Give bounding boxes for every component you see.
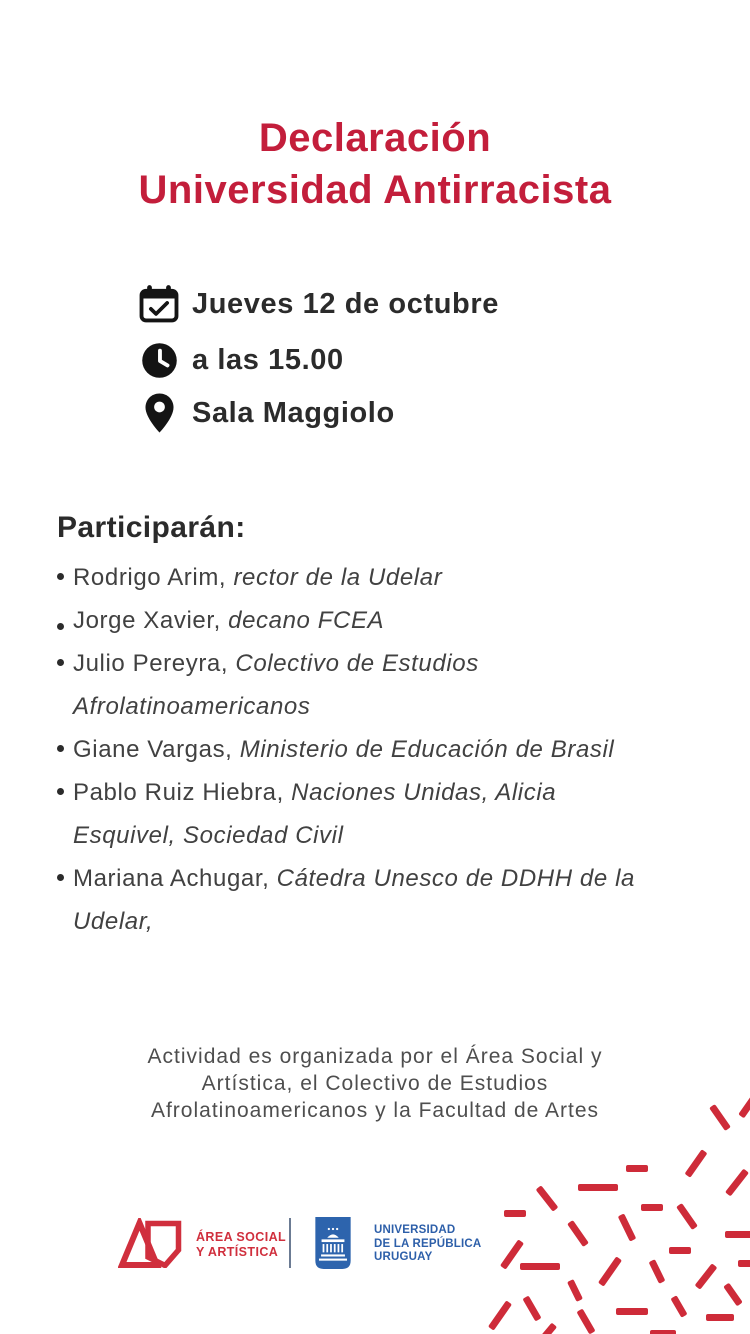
clock-icon <box>137 342 181 379</box>
participant-item <box>55 857 651 943</box>
participant-name: Rodrigo Arim, <box>73 564 227 591</box>
page-title <box>0 112 750 216</box>
red-dash <box>706 1314 734 1321</box>
event-time-label: a las 15.00 <box>192 344 344 376</box>
red-dash <box>536 1185 559 1211</box>
red-dash <box>670 1295 687 1318</box>
participant-item <box>55 728 651 771</box>
red-dash <box>539 1322 557 1334</box>
udelar-logo-text <box>374 1224 481 1265</box>
participant-role: rector de la Udelar <box>226 564 443 591</box>
event-date-label: Jueves 12 de octubre <box>192 287 499 320</box>
title-line-1: Declaración <box>258 116 492 160</box>
organizer-note-line-1: Actividad es organizada por el Área Social y <box>147 1045 603 1068</box>
udelar-line-1: UNIVERSIDAD <box>374 1224 456 1236</box>
participants-heading: Participarán: <box>57 511 246 544</box>
organizer-note <box>0 1043 750 1124</box>
logo-divider <box>289 1218 291 1268</box>
participant-item <box>55 556 651 599</box>
area-social-line-2: Y ARTÍSTICA <box>196 1245 279 1259</box>
red-dash <box>616 1308 648 1315</box>
participant-name: Mariana Achugar, <box>73 865 270 892</box>
participant-role: Colectivo de Estudios Afrolatinoamericanos <box>73 650 479 720</box>
event-time-row <box>137 342 344 379</box>
title-line-2: Universidad Antirracista <box>138 168 612 212</box>
participant-item <box>55 599 651 642</box>
red-dash <box>567 1279 583 1302</box>
logos-bar <box>0 1210 750 1280</box>
area-social-logo-icon <box>118 1218 182 1273</box>
red-dash <box>488 1300 512 1330</box>
participant-role: Naciones Unidas, Alicia Esquivel, Sociedad Civil <box>73 779 557 849</box>
red-dash <box>522 1295 541 1321</box>
event-place-row <box>137 392 395 434</box>
red-dash <box>578 1184 618 1191</box>
udelar-line-3: URUGUAY <box>374 1251 433 1263</box>
udelar-shield-icon <box>314 1216 352 1275</box>
organizer-note-line-2: Artística, el Colectivo de Estudios <box>201 1072 549 1095</box>
organizer-note-line-3: Afrolatinoamericanos y la Facultad de Artes <box>150 1099 600 1122</box>
calendar-check-icon <box>137 284 181 324</box>
red-dash <box>650 1330 676 1334</box>
udelar-line-2: DE LA REPÚBLICA <box>374 1237 482 1250</box>
participant-role: Ministerio de Educación de Brasil <box>232 736 615 763</box>
participant-name: Julio Pereyra, <box>73 650 229 677</box>
participants-list <box>55 556 651 943</box>
red-dash <box>725 1168 749 1196</box>
red-dash <box>576 1308 595 1334</box>
participant-item <box>55 642 651 728</box>
participant-name: Giane Vargas, <box>73 736 233 763</box>
red-dash <box>626 1165 648 1172</box>
participant-name: Jorge Xavier, <box>73 607 221 634</box>
participant-name: Pablo Ruiz Hiebra, <box>73 779 284 806</box>
event-date-row <box>137 284 499 324</box>
area-social-line-1: ÁREA SOCIAL <box>196 1230 287 1244</box>
event-place-label: Sala Maggiolo <box>192 396 395 429</box>
area-social-logo-text <box>196 1230 286 1260</box>
red-dash <box>723 1282 742 1306</box>
red-dash <box>685 1149 708 1178</box>
participant-item <box>55 771 651 857</box>
location-pin-icon <box>137 392 181 434</box>
participant-role: decano FCEA <box>220 607 385 634</box>
participant-role: Cátedra Unesco de DDHH de la Udelar, <box>73 865 635 935</box>
